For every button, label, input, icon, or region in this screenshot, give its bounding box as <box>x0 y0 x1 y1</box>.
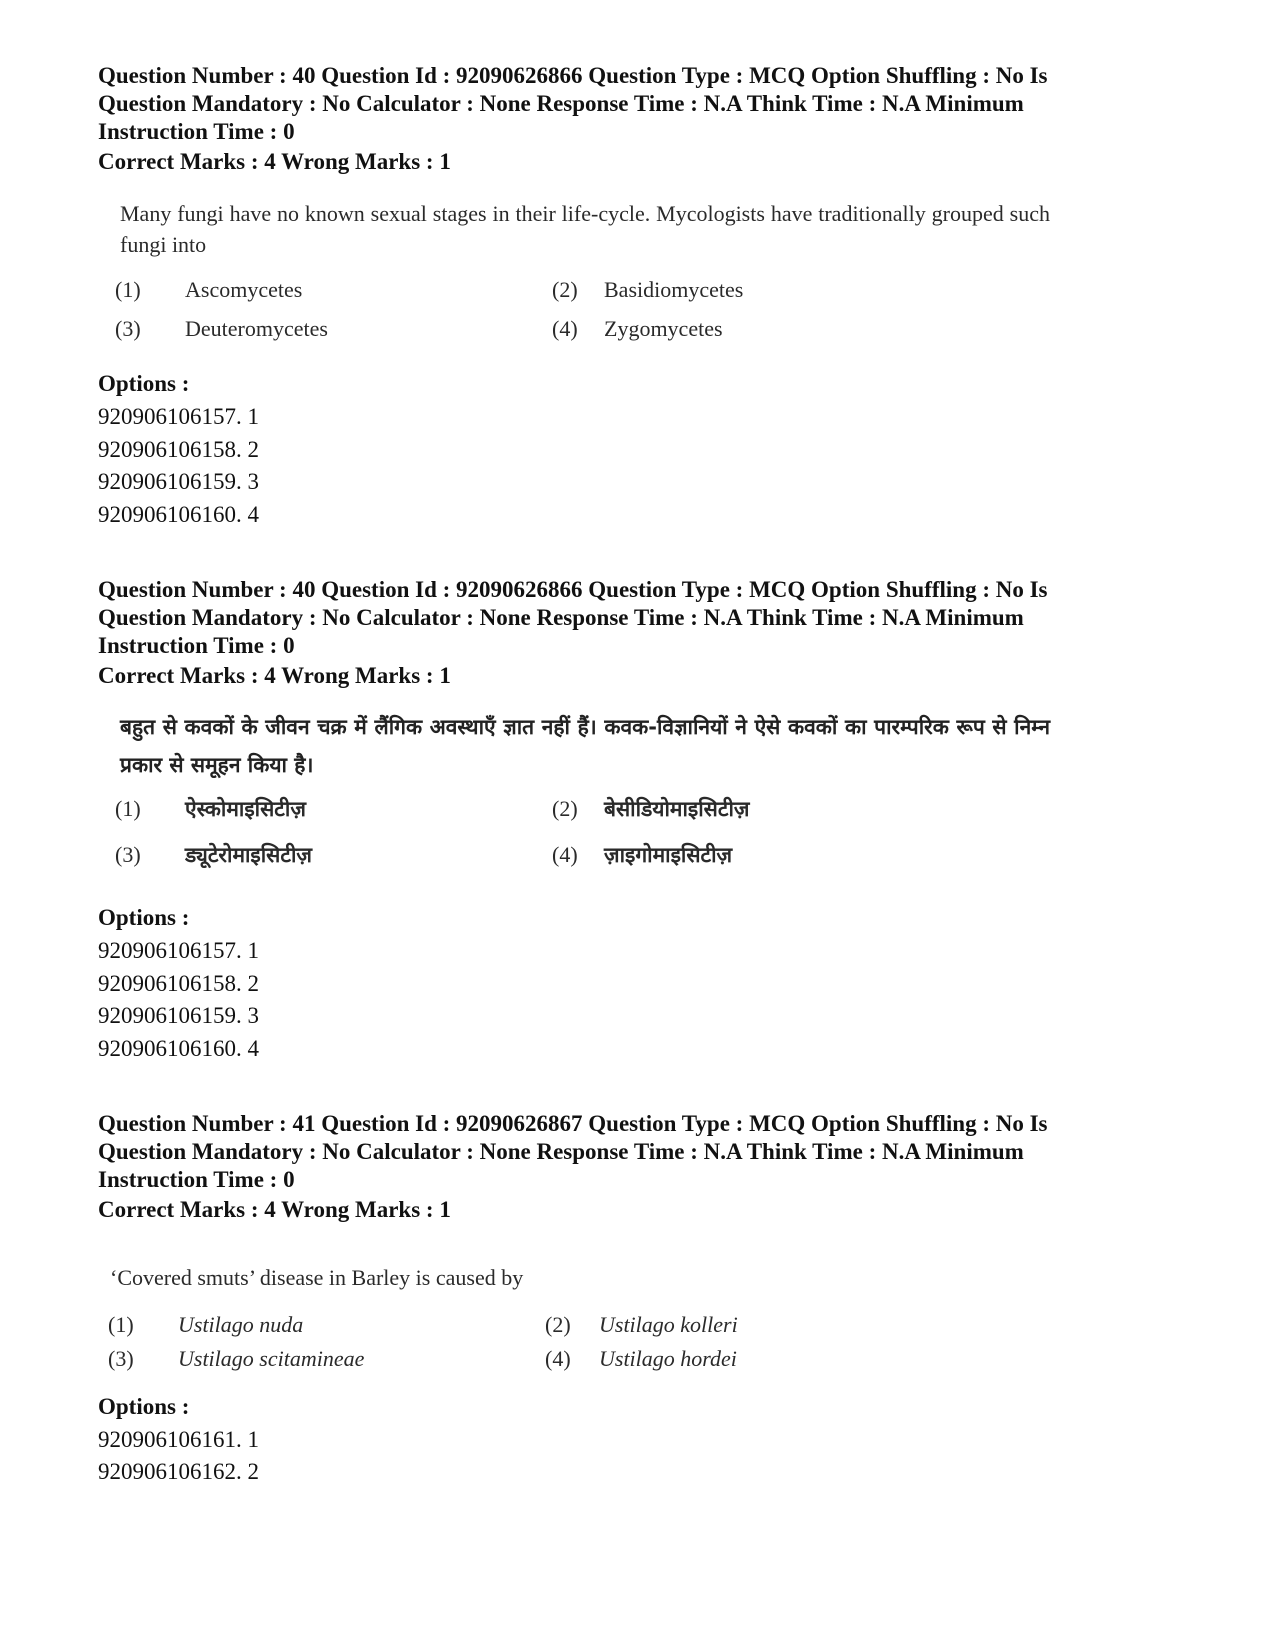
choice-4: (4) Ustilago hordei <box>545 1346 737 1371</box>
option-id: 920906106159. 3 <box>98 469 259 494</box>
choice-1: (1) ऐस्कोमाइसिटीज़ <box>115 796 306 821</box>
choice-4: (4) ज़ाइगोमाइसिटीज़ <box>552 842 733 867</box>
choice-2: (2) Ustilago kolleri <box>545 1312 738 1337</box>
options-title: Options : <box>98 905 190 930</box>
question-marks: Correct Marks : 4 Wrong Marks : 1 <box>98 149 451 174</box>
question-stem: Many fungi have no known sexual stages in their life-cycle. Mycologists have traditionally grouped such fungi into <box>120 201 1050 257</box>
option-id: 920906106161. 1 <box>98 1427 259 1452</box>
option-id: 920906106162. 2 <box>98 1459 259 1484</box>
options-title: Options : <box>98 371 190 396</box>
question-stem: बहुत से कवकों के जीवन चक्र में लैंगिक अवस्थाएँ ज्ञात नहीं हैं। कवक-विज्ञानियों ने ऐसे कवकों का पारम्परिक रूप से निम्न प्रकार से समूहन किया है। <box>120 715 1050 777</box>
question-header: Question Number : 40 Question Id : 92090626866 Question Type : MCQ Option Shuffling : No Is Question Mandatory : No Calculator : None Response Time : N.A Think Time : N.A Minimum Instruction Time : 0 <box>98 63 1048 144</box>
option-id: 920906106160. 4 <box>98 1036 259 1061</box>
question-marks: Correct Marks : 4 Wrong Marks : 1 <box>98 1197 451 1222</box>
option-id: 920906106157. 1 <box>98 404 259 429</box>
choice-2: (2) Basidiomycetes <box>552 277 744 302</box>
choice-3: (3) ड्यूटेरोमाइसिटीज़ <box>115 842 312 867</box>
choice-3: (3) Ustilago scitamineae <box>108 1346 365 1371</box>
question-header: Question Number : 41 Question Id : 92090626867 Question Type : MCQ Option Shuffling : No Is Question Mandatory : No Calculator : None Response Time : N.A Think Time : N.A Minimum Instruction Time : 0 <box>98 1111 1048 1192</box>
choice-3: (3) Deuteromycetes <box>115 316 328 341</box>
option-id: 920906106157. 1 <box>98 938 259 963</box>
option-id: 920906106160. 4 <box>98 502 259 527</box>
options-title: Options : <box>98 1394 190 1419</box>
choice-1: (1) Ascomycetes <box>115 277 303 302</box>
option-id: 920906106159. 3 <box>98 1003 259 1028</box>
question-marks: Correct Marks : 4 Wrong Marks : 1 <box>98 663 451 688</box>
choice-4: (4) Zygomycetes <box>552 316 723 341</box>
option-id: 920906106158. 2 <box>98 437 259 462</box>
choice-2: (2) बेसीडियोमाइसिटीज़ <box>552 796 750 821</box>
choice-1: (1) Ustilago nuda <box>108 1312 304 1337</box>
option-id: 920906106158. 2 <box>98 971 259 996</box>
question-stem: ‘Covered smuts’ disease in Barley is caused by <box>110 1265 524 1290</box>
question-header: Question Number : 40 Question Id : 92090626866 Question Type : MCQ Option Shuffling : No Is Question Mandatory : No Calculator : None Response Time : N.A Think Time : N.A Minimum Instruction Time : 0 <box>98 577 1048 658</box>
